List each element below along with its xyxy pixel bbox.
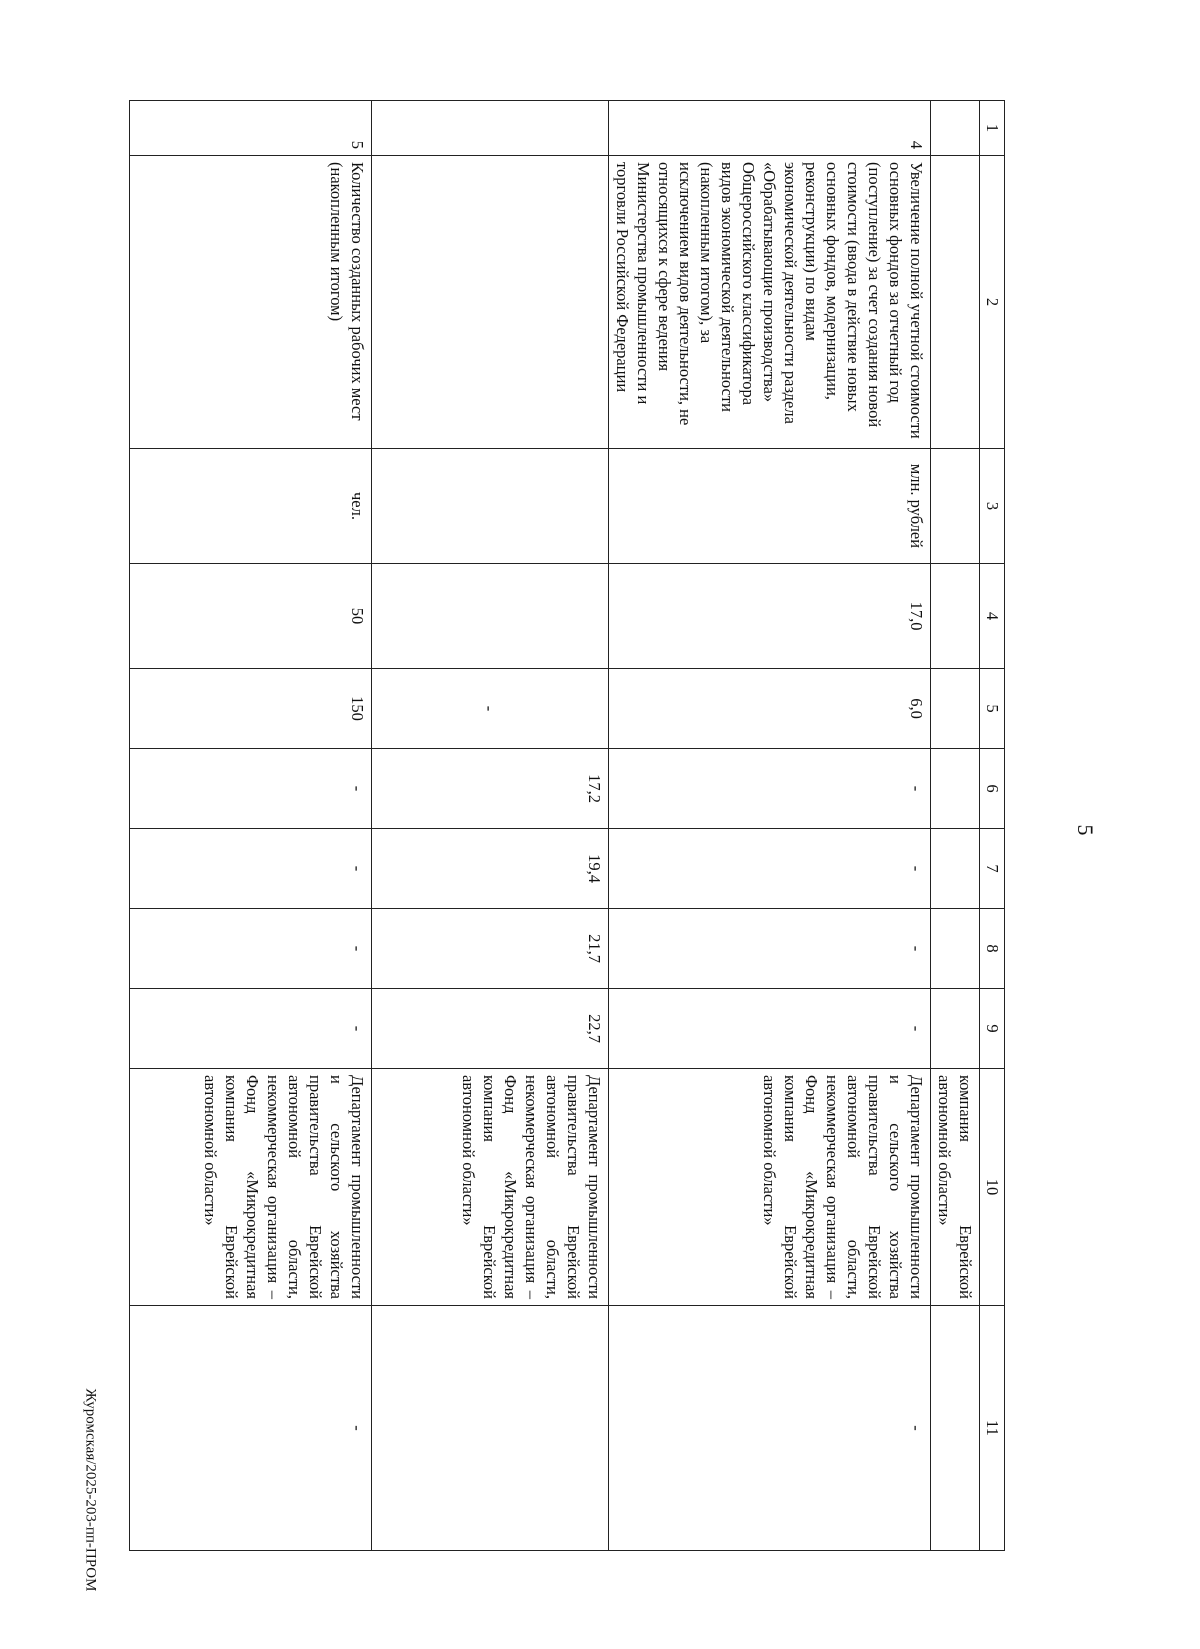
indicator-name-4: Увеличение полной учетной стоимости основных фондов за отчетный год (поступление) за счет создания новой стоимости (ввода в действие новых основных фондов, модернизации, реконструкции) по видам экономической деятельности раздела «Обрабатывающие производства» Общероссийского классификатора видов экономической деятельности (накопленным итогом), за исключением видов деятельности, не относящихся к сфере ведения Министерства промышленности и торговли Российской Федерации [609, 156, 931, 449]
header-cell-1: 1 [980, 101, 1005, 156]
value-4b-col9: 22,7 [372, 989, 609, 1069]
responsible-5: Департамент промышленности и сельского хозяйства правительства Еврейской автономной области, некоммерческая организация – Фонд «Микрокредитная компания Еврейской автономной области» [130, 1069, 372, 1306]
value-4-col6: - [609, 749, 931, 829]
unit-4: млн. рублей [609, 449, 931, 564]
value-4b-col7: 19,4 [372, 829, 609, 909]
table-row-4 [609, 101, 931, 1551]
table-row-5 [130, 101, 372, 1551]
row-number-5: 5 [130, 101, 372, 156]
value-5-col7: - [130, 829, 372, 909]
header-cell-3: 3 [980, 449, 1005, 564]
indicator-name-5: Количество созданных рабочих мест (накопленным итогом) [130, 156, 372, 449]
col11-4: - [609, 1306, 931, 1551]
value-4-col4: 17,0 [609, 564, 931, 669]
responsible-4a: Департамент промышленности и сельского хозяйства правительства Еврейской автономной области, некоммерческая организация – Фонд «Микрокредитная компания Еврейской автономной области» [609, 1069, 931, 1306]
responsible-4b: Департамент промышленности правительства Еврейской автономной области, некоммерческая организация – Фонд «Микрокредитная компания Еврейской автономной области» [372, 1069, 609, 1306]
table-row-4b [372, 101, 609, 1551]
header-cell-5: 5 [980, 669, 1005, 749]
header-cell-4: 4 [980, 564, 1005, 669]
value-5-col9: - [130, 989, 372, 1069]
value-5-col5: 150 [130, 669, 372, 749]
page-number: 5 [1073, 824, 1098, 836]
value-4b-col8: 21,7 [372, 909, 609, 989]
value-5-col4: 50 [130, 564, 372, 669]
header-cell-9: 9 [980, 989, 1005, 1069]
value-4-col7: - [609, 829, 931, 909]
value-5-col6: - [130, 749, 372, 829]
unit-5: чел. [130, 449, 372, 564]
header-cell-6: 6 [980, 749, 1005, 829]
header-cell-8: 8 [980, 909, 1005, 989]
rotated-table-wrapper [165, 100, 1005, 1550]
indicators-table [129, 100, 1005, 1551]
continuation-cell: компания Еврейской автономной области» [931, 1069, 980, 1306]
value-4-col8: - [609, 909, 931, 989]
continuation-row [931, 101, 980, 1551]
value-4b-col5: - [372, 669, 609, 749]
footer-document-code: Журомская/2025-203-пп-ПРОМ [82, 1388, 99, 1592]
value-4b-col6: 17,2 [372, 749, 609, 829]
header-row [980, 101, 1005, 1551]
value-4-col9: - [609, 989, 931, 1069]
value-4-col5: 6,0 [609, 669, 931, 749]
value-5-col8: - [130, 909, 372, 989]
row-number-4: 4 [609, 101, 931, 156]
header-cell-10: 10 [980, 1069, 1005, 1306]
header-cell-7: 7 [980, 829, 1005, 909]
header-cell-2: 2 [980, 156, 1005, 449]
col11-5: - [130, 1306, 372, 1551]
header-cell-11: 11 [980, 1306, 1005, 1551]
